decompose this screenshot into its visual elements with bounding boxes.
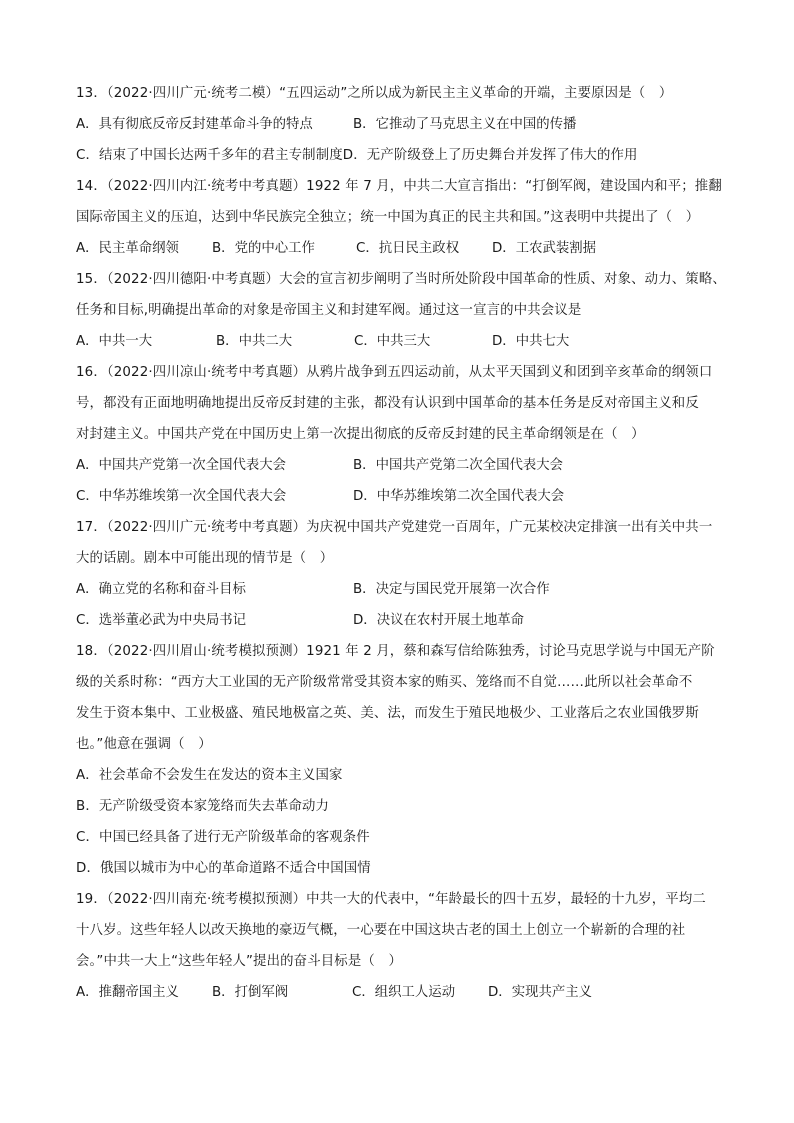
question-18 xyxy=(76,636,724,884)
option-b: B．它推动了马克思主义在中国的传播 xyxy=(353,117,577,132)
question-stem: 13．（2022·四川广元·统考二模）“五四运动”之所以成为新民主主义革命的开端，主要原因是（ ） xyxy=(76,86,673,101)
question-stem: 发生于资本集中、工业极盛、殖民地极富之英、美、法，而发生于殖民地极少、工业落后之农业国俄罗斯 xyxy=(76,706,699,721)
option-a: A．具有彻底反帝反封建革命斗争的特点 xyxy=(76,117,313,132)
option-a: A．中共一大 xyxy=(76,334,153,349)
question-stem: 17．（2022·四川广元·统考中考真题）为庆祝中国共产党建党一百周年，广元某校决定排演一出有关中共一 xyxy=(76,520,713,535)
question-stem: 级的关系时称：“西方大工业国的无产阶级常常受其资本家的贿买、笼络而不自觉……此所以社会革命不 xyxy=(76,675,693,690)
question-stem: 任务和目标,明确提出革命的对象是帝国主义和封建军阀。通过这一宣言的中共会议是 xyxy=(76,303,582,318)
question-stem: 对封建主义。中国共产党在中国历史上第一次提出彻底的反帝反封建的民主革命纲领是在（ ） xyxy=(76,427,645,442)
exam-page xyxy=(76,78,724,1008)
option-c: C．抗日民主政权 xyxy=(356,241,460,256)
option-c: C．选举董必武为中央局书记 xyxy=(76,613,247,628)
option-c: C．组织工人运动 xyxy=(352,985,456,1000)
option-d: D．中共七大 xyxy=(492,334,570,349)
options-row xyxy=(76,977,724,1008)
option-c: C．结束了中国长达两千多年的君主专制制度 xyxy=(76,148,343,163)
question-14 xyxy=(76,171,724,264)
question-13 xyxy=(76,78,724,171)
options-row xyxy=(76,326,724,357)
question-stem: 14．（2022·四川内江·统考中考真题）1922 年 7 月，中共二大宣言指出：“打倒军阀，建设国内和平；推翻 xyxy=(76,179,722,194)
question-stem: 19．（2022·四川南充·统考模拟预测）中共一大的代表中，“年龄最长的四十五岁，最轻的十九岁，平均二 xyxy=(76,892,706,907)
question-stem: 15．（2022·四川德阳·中考真题）大会的宣言初步阐明了当时所处阶段中国革命的性质、对象、动力、策略、 xyxy=(76,272,726,287)
question-stem: 18．（2022·四川眉山·统考模拟预测）1921 年 2 月，蔡和森写信给陈独秀，讨论马克思学说与中国无产阶 xyxy=(76,644,715,659)
question-stem: 大的话剧。剧本中可能出现的情节是（ ） xyxy=(76,551,334,566)
question-stem: 会。”中共一大上“这些年轻人”提出的奋斗目标是（ ） xyxy=(76,954,402,969)
option-d: D．实现共产主义 xyxy=(488,985,593,1000)
option-d: D．决议在农村开展土地革命 xyxy=(353,613,524,628)
question-stem: 国际帝国主义的压迫，达到中华民族完全独立；统一中国为真正的民主共和国。”这表明中共提出了（ ） xyxy=(76,210,700,225)
option-c: C．中国已经具备了进行无产阶级革命的客观条件 xyxy=(76,830,370,845)
question-19 xyxy=(76,884,724,1008)
options-row xyxy=(76,450,724,481)
option-d: D．俄国以城市为中心的革命道路不适合中国国情 xyxy=(76,861,371,876)
option-b: B．党的中心工作 xyxy=(212,241,315,256)
options-row xyxy=(76,140,724,171)
option-b: B．中共二大 xyxy=(216,334,293,349)
option-d: D．中华苏维埃第二次全国代表大会 xyxy=(353,489,565,504)
option-c: C．中华苏维埃第一次全国代表大会 xyxy=(76,489,287,504)
option-a: A．中国共产党第一次全国代表大会 xyxy=(76,458,287,473)
option-a: A．推翻帝国主义 xyxy=(76,985,179,1000)
options-row xyxy=(76,109,724,140)
question-17 xyxy=(76,512,724,636)
question-stem: 十八岁。这些年轻人以改天换地的豪迈气概，一心要在中国这块古老的国土上创立一个崭新的合理的社 xyxy=(76,923,686,938)
options-row xyxy=(76,574,724,605)
option-d: D．工农武装割据 xyxy=(492,241,597,256)
options-row xyxy=(76,481,724,512)
question-15 xyxy=(76,264,724,357)
option-c: C．中共三大 xyxy=(354,334,431,349)
option-b: B．无产阶级受资本家笼络而失去革命动力 xyxy=(76,799,330,814)
question-16 xyxy=(76,357,724,512)
option-a: A．社会革命不会发生在发达的资本主义国家 xyxy=(76,768,343,783)
option-a: A．确立党的名称和奋斗目标 xyxy=(76,582,246,597)
question-stem: 16．（2022·四川凉山·统考中考真题）从鸦片战争到五四运动前，从太平天国到义和团到辛亥革命的纲领口 xyxy=(76,365,713,380)
option-d: D．无产阶级登上了历史舞台并发挥了伟大的作用 xyxy=(342,148,638,163)
question-stem: 也。”他意在强调（ ） xyxy=(76,737,212,752)
option-a: A．民主革命纲领 xyxy=(76,241,179,256)
option-b: B．打倒军阀 xyxy=(212,985,289,1000)
options-row xyxy=(76,233,724,264)
option-b: B．中国共产党第二次全国代表大会 xyxy=(353,458,564,473)
options-row xyxy=(76,605,724,636)
option-b: B．决定与国民党开展第一次合作 xyxy=(353,582,550,597)
question-stem: 号，都没有正面地明确地提出反帝反封建的主张，都没有认识到中国革命的基本任务是反对帝国主义和反 xyxy=(76,396,699,411)
